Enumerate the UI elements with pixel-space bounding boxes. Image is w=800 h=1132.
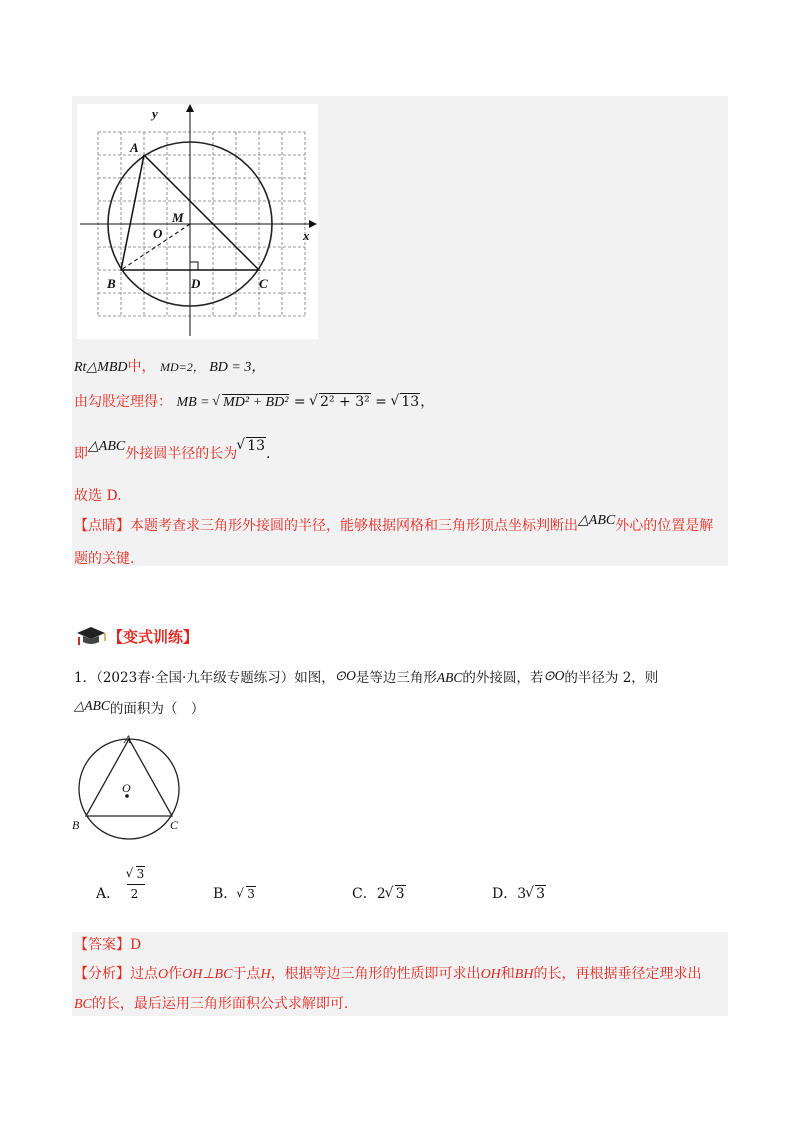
answer-line: 【答案】D [74, 937, 142, 953]
solution-line-5: 【点睛】本题考查求三角形外接圆的半径，能够根据网格和三角形顶点坐标判断出△ABC外心的位置是解 [74, 513, 714, 534]
solution-line-6: 题的关键. [74, 551, 135, 567]
grid-figure-svg [77, 104, 318, 339]
graduation-cap-icon [73, 624, 109, 650]
option-b[interactable]: B．√ 3 [213, 884, 256, 904]
analysis-line-2: BC的长，最后运用三角形面积公式求解即可. [74, 996, 349, 1012]
point-a-label: A [124, 734, 132, 746]
solution-line-3: 即△ABC外接圆半径的长为√ 13. [74, 444, 271, 465]
question-line-2: △ABC的面积为（ ） [74, 698, 205, 717]
axis-y-label: y [152, 106, 158, 121]
analysis-line-1: 【分析】过点O作OH⊥BC于点H，根据等边三角形的性质即可求出OH和BH的长，再根据垂径定理求出 [74, 966, 702, 982]
option-a[interactable]: A． √ $\frac{3}{2}$ [96, 884, 147, 904]
question-line-1: 1．（2023春·全国·九年级专题练习）如图，⊙O是等边三角形ABC的外接圆，若⊙O的半径为 2，则 [74, 668, 659, 686]
point-o-label: O [122, 781, 131, 795]
solution-line-1: Rt△MBD中， MD=2， BD = 3， [74, 359, 266, 375]
option-c[interactable]: C．2√ 3 [352, 884, 406, 904]
point-c-label: C [170, 818, 179, 832]
sqrt-expr: √ 13 [391, 392, 420, 412]
point-c-label: C [259, 276, 268, 291]
figure-grid-circle [77, 104, 318, 339]
point-b-label: B [72, 818, 80, 832]
point-m-label: M [172, 210, 184, 225]
point-b-label: B [107, 276, 116, 291]
sqrt-expr: √ 2² + 3² [310, 392, 371, 412]
solution-line-2: 由勾股定理得： MB = √ MD² + BD² = √ 2² + 3² = √ 13， [74, 392, 434, 413]
point-a-label: A [130, 140, 139, 155]
point-d-label: D [191, 276, 201, 291]
section-header: 【变式训练】 [108, 628, 199, 646]
point-o-label: O [153, 226, 163, 241]
sqrt-expr: √ 13 [237, 436, 266, 456]
figure-triangle-circle [70, 734, 190, 842]
option-d[interactable]: D．3√ 3 [492, 884, 546, 904]
triangle-figure-svg [70, 734, 190, 842]
solution-line-4: 故选 D. [74, 488, 122, 504]
axis-x-label: x [303, 228, 310, 243]
fraction: √ $\frac{3}{2}$ [125, 884, 147, 904]
sqrt-expr: √ MD² + BD² [213, 393, 289, 413]
